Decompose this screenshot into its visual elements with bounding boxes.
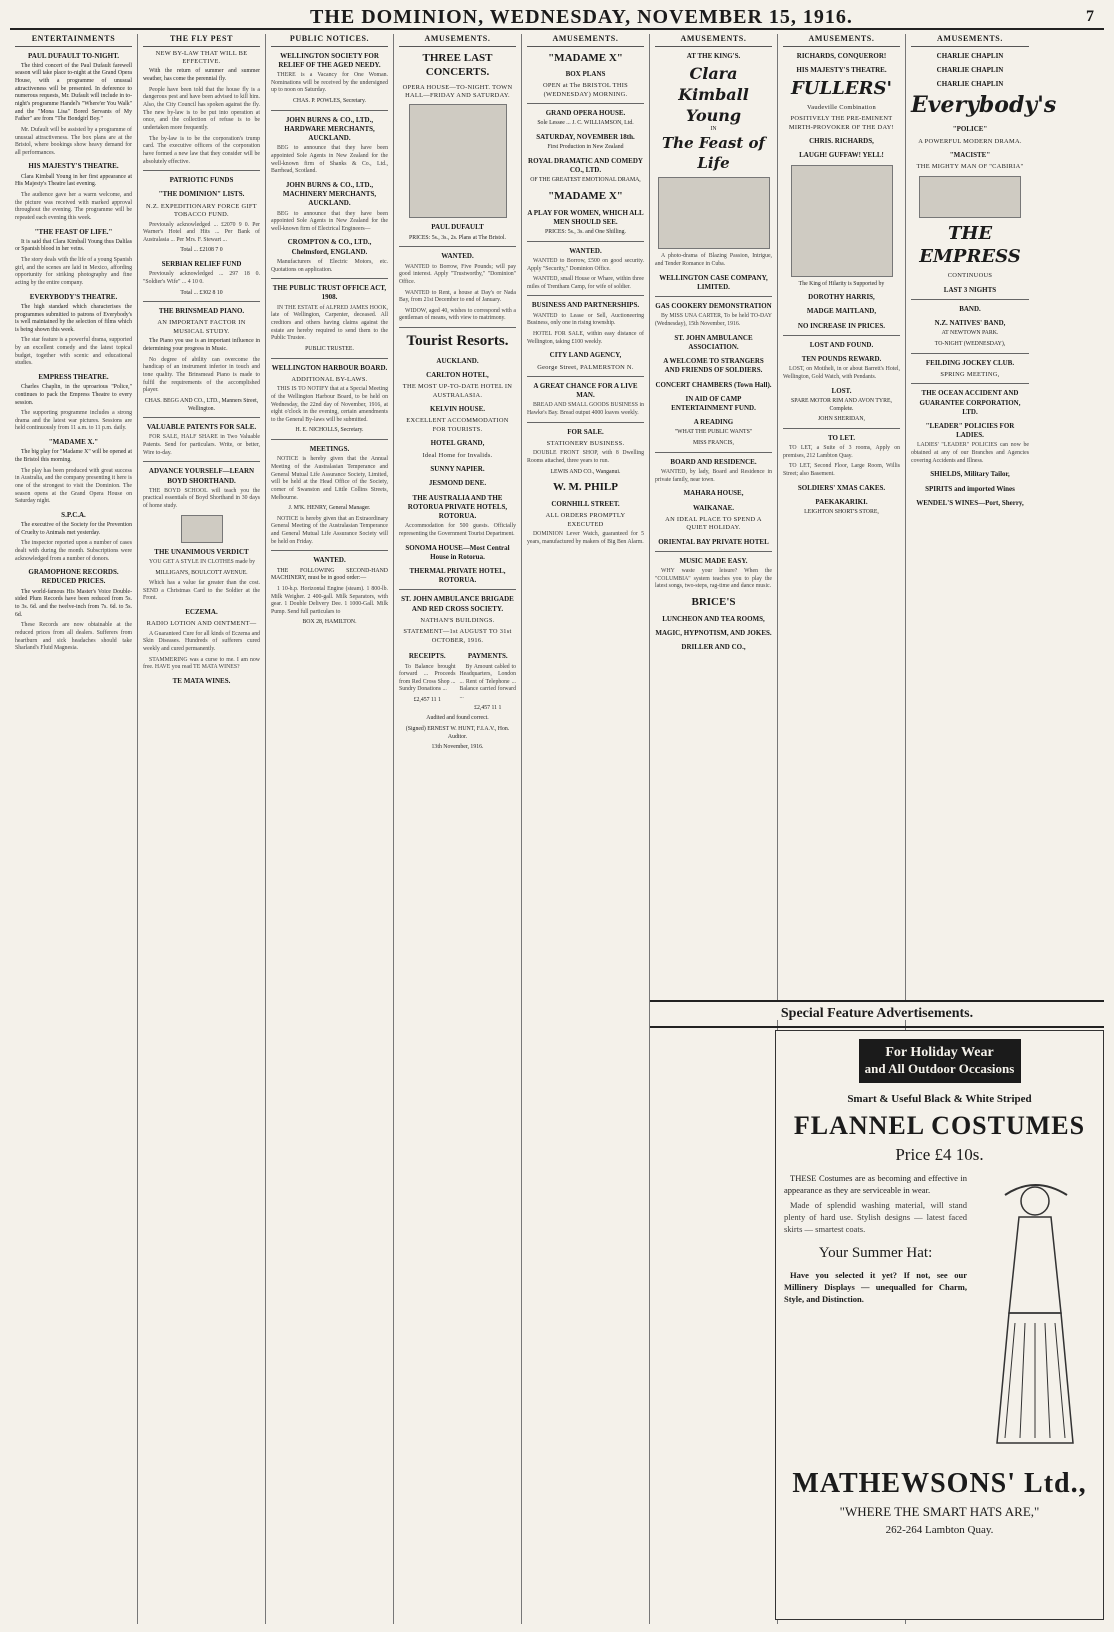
merchant-address: CORNHILL STREET. bbox=[551, 499, 620, 508]
page-number: 7 bbox=[1086, 8, 1094, 25]
section-heading: FOR SALE. bbox=[567, 427, 604, 436]
band-venue: AT NEWTOWN PARK. bbox=[941, 330, 999, 337]
statement-subhead: NATHAN'S BUILDINGS. bbox=[420, 616, 495, 624]
notice-subhead: ADDITIONAL BY-LAWS. bbox=[291, 375, 368, 383]
star-name: CHARLIE CHAPLIN bbox=[936, 80, 1004, 89]
column-amusements-4: AMUSEMENTS. RICHARDS, CONQUEROR! HIS MAJESTY'S THEATRE. FULLERS' Vaudeville Combination POSITIVELY THE PRE-EMINENT MIRTH-PROVOKER OF THE DAY! CHRIS. RICHARDS, LAUGH! GUFFAW! YELL! The King of Hilarity is Supported by DOROTHY HARRIS, MADGE MAITLAND, NO INCREASE IN PRICES. LOST AND FOUND. TEN POUNDS REWARD. LOST, on Motiheli, in or about Barrett's Hotel, Wellington, Gold Watch, with Pendants. LOST. SPARE MOTOR RIM AND AVON TYRE, Complete. JOHN SHERIDAN, TO LET. TO LET, a Suite of 3 rooms, Apply on premises, 212 Lambton Quay. TO LET, Second Floor, Large Room, Willis Street; also Basement. SOLDIERS' XMAS CAKES. PAEKAKARIKI. LEIGHTON SHORT'S STORE, bbox=[778, 34, 906, 1624]
section-heading: BOARD AND RESIDENCE. bbox=[670, 457, 757, 466]
headline: RICHARDS, CONQUEROR! bbox=[796, 51, 887, 60]
notice-heading: ST. JOHN AMBULANCE ASSOCIATION. bbox=[674, 333, 753, 351]
empress-logo: THE EMPRESS bbox=[919, 222, 1021, 268]
statement-period: STATEMENT—1st AUGUST TO 31st OCTOBER, 1916. bbox=[403, 628, 512, 644]
hotel-name: SONOMA HOUSE—Most Central House in Rotorua. bbox=[405, 543, 510, 561]
outdoor-text: and All Outdoor Occasions bbox=[864, 1061, 1015, 1076]
list-total: Total ... £2108 7 0 bbox=[180, 247, 223, 254]
notice-heading: WELLINGTON HARBOUR BOARD. bbox=[271, 363, 388, 372]
list-total: Total ... £302 8 10 bbox=[180, 289, 223, 296]
performer-name: DOROTHY HARRIS, bbox=[808, 293, 875, 302]
agent-name: LEWIS AND CO., Wanganui. bbox=[550, 468, 621, 475]
ad-heading: THE UNANIMOUS VERDICT bbox=[154, 547, 249, 556]
article-text: The world-famous His Master's Voice Double-sided Plum Records have been reduced from 5s. to 3s. 6d. and the twelve-inch from 7s. 6d. to 5s. 6d. bbox=[15, 588, 132, 618]
hotel-name: JESMOND DENE. bbox=[428, 479, 487, 488]
hotel-name: CARLTON HOTEL, bbox=[426, 371, 489, 380]
opportunity-heading: A GREAT CHANCE FOR A LIVE MAN. bbox=[533, 381, 638, 400]
ad-heading: MUSIC MADE EASY. bbox=[679, 556, 748, 565]
company-name: ROYAL DRAMATIC AND COMEDY CO., LTD. bbox=[528, 156, 643, 175]
ad-heading: THE BRINSMEAD PIANO. bbox=[158, 307, 245, 316]
mathewsons-address: 262-264 Lambton Quay. bbox=[885, 1524, 994, 1536]
hotel-name: ORIENTAL BAY PRIVATE HOTEL bbox=[658, 537, 769, 546]
support-text: The King of Hilarity is Supported by bbox=[798, 280, 885, 287]
article-text: With the return of summer and summer weather, has come the perennial fly. bbox=[143, 68, 260, 83]
column-amusements-3: AMUSEMENTS. AT THE KING'S. Clara Kimball Young IN The Feast of Life A photo-drama of Blazing Passion, Intrigue, and Tender Romance in Cuba. WELLINGTON CASE COMPANY, LIMITED. GAS COOKERY DEMONSTRATION By MISS UNA CARTER, To be held TO-DAY (Wednesday), 15th November, 1916. ST. JOHN AMBULANCE ASSOCIATION. A WELCOME TO STRANGERS AND FRIENDS OF SOLDIERS. CONCERT CHAMBERS (Town Hall). IN AID OF CAMP ENTERTAINMENT FUND. A READING "WHAT THE PUBLIC WANTS" MISS FRANCIS, BOARD AND RESIDENCE. WANTED, by lady, Board and Residence in private family, near town. MAHARA HOUSE, WAIKANAE. AN IDEAL PLACE TO SPEND A QUIET HOLIDAY. ORIENTAL BAY PRIVATE HOTEL MUSIC MADE EASY. WHY waste your leisure? When the "COLUMBIA" system teaches you to play the latest songs, two-steps, rag-time and dance music. BRICE'S LUNCHEON AND TEA ROOMS, MAGIC, HYPNOTISM, AND JOKES. DRILLER AND CO., bbox=[650, 34, 778, 1624]
shop-subhead: LUNCHEON AND TEA ROOMS, bbox=[662, 614, 765, 623]
article-text: The third concert of the Paul Dufault farewell season will take place to-night at the Grand Opera House, with a programme of unusual attractiveness will be presented. In deference to numerous requests, Mr. Dufault will include in to-night's programme Handel's "Where'er You Walk" and the "Mona Lisa" Bored Servants of My Father" are from "The Bondgirl Boy." bbox=[15, 62, 132, 123]
article-heading: S.P.C.A. bbox=[61, 510, 86, 519]
statement-table: RECEIPTS. To Balance brought forward ... Proceeds from Red Cross Shop ... Sundry Donations ... £2,457 11 1 PAYMENTS. By Amount cabled to Headquarters, London ... Rent of Telephone ... Balance carried forward ... £2,457 11 1 bbox=[399, 652, 516, 711]
ad-heading: ECZEMA. bbox=[185, 608, 218, 617]
hotel-subhead: Ideal Home for Invalids. bbox=[422, 451, 493, 459]
venue-heading: CONCERT CHAMBERS (Town Hall). bbox=[655, 380, 772, 389]
masthead-title: THE DOMINION, WEDNESDAY, NOVEMBER 15, 1916. bbox=[310, 5, 853, 28]
section-heading: BAND. bbox=[959, 304, 981, 313]
article-heading: EVERYBODY'S THEATRE. bbox=[29, 292, 118, 301]
portrait-illustration bbox=[409, 104, 507, 218]
column-header: THE FLY PEST bbox=[143, 34, 260, 47]
ad-signature: CHAS. BEGG AND CO., LTD., Manners Street, Wellington. bbox=[144, 397, 259, 412]
ad-heading: VALUABLE PATENTS FOR SALE. bbox=[146, 423, 257, 432]
last-nights: LAST 3 NIGHTS bbox=[943, 285, 997, 294]
column-entertainments: ENTERTAINMENTS PAUL DUFAULT TO-NIGHT. The third concert of the Paul Dufault farewell season will take place to-night at the Grand Opera House, with a programme of unusual attractiveness will be presented. In deference to numerous requests, Mr. Dufault will include in to-night's programme Handel's "Where'er You Walk" and the "Mona Lisa" Bored Servants of My Father" are from "The Bondgirl Boy." Mr. Dufault will be assisted by a programme of unusual attractiveness. The box plans are at the Bristol, where bookings show heavy demand for all performances. HIS MAJESTY'S THEATRE. Clara Kimball Young in her first appearance at His Majesty's Theatre last evening. The audience gave her a warm welcome, and the picture was received with marked approval throughout the evening. The programme will be repeated each evening this week. "THE FEAST OF LIFE." It is said that Clara Kimball Young thus Dalilas or Spanish blood in her veins. The story deals with the life of a young Spanish girl, and the scenes are laid in Mexico, affording opportunity for striking photography and fine acting by the entire company. EVERYBODY'S THEATRE. The high standard which characterises the programmes submitted to patrons of Everybody's is well maintained by the selection of films which is being shown this week. The star feature is a powerful drama, supported by an excellent comedy and the latest topical budget, together with scenic and educational studies. EMPRESS THEATRE. Charles Chaplin, in the uproarious "Police," continues to pack the Empress Theatre to every session. The supporting programme includes a strong drama and the latest war pictures. Sessions are held continuously from 11 a.m. to 11 p.m. daily. "MADAME X." The big play for "Madame X" will be opened at the Bristol this morning. The play has been produced with great success in Australia, and the company presenting it here is one of the strongest to visit the Dominion. The season opens at the Grand Opera House on Saturday night. S.P.C.A. The executive of the Society for the Prevention of Cruelty to Animals met yesterday. The inspector reported upon a number of cases dealt with during the month. Subscriptions were acknowledged from a number of donors. GRAMOPHONE RECORDS. REDUCED PRICES. The world-famous His Master's Voice Double-sided Plum Records have been reduced from 5s. to 3s. 6d. and the twelve-inch from 7s. 6d. to 5s. 6d. These Records are now obtainable at the reduced prices from all dealers. Sufferers from heartburn and sick headaches should take Sharland's Fluid Magnesia. bbox=[10, 34, 138, 1624]
continuous-text: CONTINUOUS bbox=[947, 272, 993, 280]
costume-description: THESE Costumes are as becoming and effective in appearance as they are serviceable in wear. bbox=[784, 1173, 967, 1195]
article-subhead: NEW BY-LAW THAT WILL BE EFFECTIVE. bbox=[155, 49, 248, 65]
list-subhead: N.Z. EXPEDITIONARY FORCE GIFT TOBACCO FUND. bbox=[146, 202, 257, 219]
column-header: AMUSEMENTS. bbox=[655, 34, 772, 47]
band-time: TO-NIGHT (WEDNESDAY), bbox=[934, 340, 1006, 347]
concert-heading: THREE LAST CONCERTS. bbox=[422, 51, 493, 79]
article-text: Charles Chaplin, in the uproarious "Police," continues to pack the Empress Theatre to every session. bbox=[15, 384, 132, 406]
ad-text: MILLIGAN'S, BOULCOTT AVENUE. bbox=[155, 569, 248, 576]
reward-heading: TEN POUNDS REWARD. bbox=[801, 355, 882, 364]
section-heading: WANTED. bbox=[569, 246, 602, 255]
theatre-name: HIS MAJESTY'S THEATRE. bbox=[796, 65, 887, 74]
article-heading: PAUL DUFAULT TO-NIGHT. bbox=[28, 51, 119, 60]
ad-subhead: RADIO LOTION AND OINTMENT— bbox=[146, 620, 257, 628]
section-heading: TO LET. bbox=[828, 433, 855, 442]
masthead bbox=[10, 6, 1104, 30]
policy-heading: "LEADER" POLICIES FOR LADIES. bbox=[925, 421, 1015, 440]
film-title: The Feast of Life bbox=[662, 133, 765, 172]
portrait-caption: PAUL DUFAULT bbox=[431, 223, 484, 232]
special-feature-heading: Special Feature Advertisements. bbox=[650, 1000, 1104, 1028]
reading-heading: A READING bbox=[693, 418, 734, 427]
play-title: "MADAME X" bbox=[548, 51, 623, 64]
ad-heading: MAGIC, HYPNOTISM, AND JOKES. bbox=[655, 628, 772, 637]
ad-heading: DRILLER AND CO., bbox=[681, 643, 746, 652]
summer-hat-heading: Your Summer Hat: bbox=[818, 1245, 933, 1262]
column-amusements-5: AMUSEMENTS. CHARLIE CHAPLIN CHARLIE CHAPLIN CHARLIE CHAPLIN Everybody's "POLICE" A POWERFUL MODERN DRAMA. "MACISTE" THE MIGHTY MAN OF "CABIRIA" THE EMPRESS CONTINUOUS LAST 3 NIGHTS BAND. N.Z. NATIVES' BAND, AT NEWTOWN PARK. TO-NIGHT (WEDNESDAY), FEILDING JOCKEY CLUB. SPRING MEETING, THE OCEAN ACCIDENT AND GUARANTEE CORPORATION, LTD. "LEADER" POLICIES FOR LADIES. LADIES' "LEADER" POLICIES can now be obtained at any of our Branches and Agencies covering Accidents and Illness. SHIELDS, Military Tailor, SPIRITS and imported Wines WENDEL'S WINES—Port, Sherry, bbox=[911, 34, 1057, 507]
house-name: MAHARA HOUSE, bbox=[683, 489, 744, 498]
audited-text: Audited and found correct. bbox=[426, 715, 489, 722]
statement-heading: ST. JOHN AMBULANCE BRIGADE AND RED CROSS SOCIETY. bbox=[401, 595, 514, 613]
column-header: AMUSEMENTS. bbox=[911, 34, 1029, 47]
section-heading: WANTED. bbox=[313, 556, 346, 565]
spirits-heading: SPIRITS and imported Wines bbox=[925, 484, 1015, 493]
prices-text: PRICES: 5s., 3s., 2s. Plans at The Bristol. bbox=[408, 234, 506, 241]
article-text: The big play for "Madame X" will be opened at the Bristol this morning. bbox=[15, 449, 132, 463]
notice-heading: GAS COOKERY DEMONSTRATION bbox=[655, 302, 772, 311]
fullers-logo: FULLERS' bbox=[791, 78, 892, 100]
hotel-name: HOTEL GRAND, bbox=[430, 439, 485, 448]
performer-illustration bbox=[791, 165, 893, 277]
in-text: IN bbox=[710, 126, 717, 133]
tagline: POSITIVELY THE PRE-EMINENT MIRTH-PROVOKER OF THE DAY! bbox=[788, 115, 895, 131]
teacher-name: MISS FRANCIS, bbox=[693, 440, 734, 447]
mighty-text: THE MIGHTY MAN OF "CABIRIA" bbox=[916, 163, 1024, 171]
receipts-heading: RECEIPTS. bbox=[408, 652, 446, 661]
hotel-name: THERMAL PRIVATE HOTEL, ROTORUA. bbox=[409, 567, 506, 585]
meeting-name: SPRING MEETING, bbox=[940, 370, 1000, 378]
band-name: N.Z. NATIVES' BAND, bbox=[934, 319, 1006, 328]
hotel-subhead: EXCELLENT ACCOMMODATION FOR TOURISTS. bbox=[406, 417, 509, 433]
article-heading: GRAMOPHONE RECORDS. REDUCED PRICES. bbox=[28, 568, 119, 586]
notice-heading: THE PUBLIC TRUST OFFICE ACT, 1908. bbox=[272, 284, 387, 302]
shop-name: BRICE'S bbox=[691, 596, 736, 609]
prices-text: PRICES: 5s., 3s. and One Shilling. bbox=[544, 229, 626, 236]
film-title: "MACISTE" bbox=[949, 150, 991, 159]
mathewsons-slogan: "WHERE THE SMART HATS ARE," bbox=[839, 1504, 1040, 1519]
notice-signature: BOX 28, HAMILTON. bbox=[302, 619, 357, 626]
column-amusements-1: AMUSEMENTS. THREE LAST CONCERTS. OPERA HOUSE—TO-NIGHT. TOWN HALL—FRIDAY AND SATURDAY. PAUL DUFAULT PRICES: 5s., 3s., 2s. Plans at The Bristol. WANTED. WANTED to Borrow, Five Pounds; will pay good interest. Apply "Trustworthy," "Dominion" Office. WANTED to Rent, a house at Day's or Nada Bay, from 21st December to end of January. WIDOW, aged 40, wishes to correspond with a gentleman of means, with view to matrimony. Tourist Resorts. AUCKLAND. CARLTON HOTEL, THE MOST UP-TO-DATE HOTEL IN AUSTRALASIA. KELVIN HOUSE. EXCELLENT ACCOMMODATION FOR TOURISTS. HOTEL GRAND, Ideal Home for Invalids. SUNNY NAPIER. JESMOND DENE. THE AUSTRALIA AND THE ROTORUA PRIVATE HOTELS, ROTORUA. Accommodation for 500 guests. Officially representing the Government Tourist Department. SONOMA HOUSE—Most Central House in Rotorua. THERMAL PRIVATE HOTEL, ROTORUA. ST. JOHN AMBULANCE BRIGADE AND RED CROSS SOCIETY. NATHAN'S BUILDINGS. STATEMENT—1st AUGUST TO 31st OCTOBER, 1916. RECEIPTS. To Balance brought forward ... Proceeds from Red Cross Shop ... Sundry Donations ... £2,457 11 1 PAYMENTS. By Amount cabled to Headquarters, London ... Rent of Telephone ... Balance carried forward ... £2,457 11 1 Audited and found correct. (Signed) ERNEST W. HUNT, F.I.A.V., Hon. Auditor. 13th November, 1916. bbox=[394, 34, 522, 1624]
article-text: The executive of the Society for the Prevention of Cruelty to Animals met yesterday. bbox=[15, 522, 132, 536]
notice-signature: PUBLIC TRUSTEE. bbox=[305, 345, 354, 352]
column-header: ENTERTAINMENTS bbox=[15, 34, 132, 47]
column-amusements-2: AMUSEMENTS. "MADAME X" BOX PLANS OPEN at The BRISTOL THIS (WEDNESDAY) MORNING. GRAND OPERA HOUSE. Sole Lessee ... J. C. WILLIAMSON, Ltd. SATURDAY, NOVEMBER 18th. First Production in New Zealand ROYAL DRAMATIC AND COMEDY CO., LTD. OF THE GREATEST EMOTIONAL DRAMA, "MADAME X" A PLAY FOR WOMEN, WHICH ALL MEN SHOULD SEE. PRICES: 5s., 3s. and One Shilling. WANTED. WANTED to Borrow, £500 on good security. Apply "Security," Dominion Office. WANTED, small House or Whare, within three miles of Trentham Camp, for wife of soldier. BUSINESS AND PARTNERSHIPS. WANTED to Lease or Sell, Auctioneering Business, only one in rising township. HOTEL FOR SALE, within easy distance of Wellington, taking £100 weekly. CITY LAND AGENCY, George Street, PALMERSTON N. A GREAT CHANCE FOR A LIVE MAN. BREAD AND SMALL GOODS BUSINESS in Hawke's Bay. Bread output 4000 loaves weekly. FOR SALE. STATIONERY BUSINESS. DOUBLE FRONT SHOP, with 8 Dwelling Rooms attached, three years to run. LEWIS AND CO., Wanganui. W. M. PHILP CORNHILL STREET. ALL ORDERS PROMPTLY EXECUTED DOMINION Lever Watch, guaranteed for 5 years, manufactured by makers of Big Ben Alarm. bbox=[522, 34, 650, 1624]
article-text: The high standard which characterises the programmes submitted to patrons of Everybody's is well maintained by the selection of films which is being shown this week. bbox=[15, 303, 132, 333]
summer-hat-text: Have you selected it yet? If not, see our Millinery Displays — unequalled for Charm, Style, and Distinction. bbox=[784, 1270, 967, 1305]
date-heading: SATURDAY, NOVEMBER 18th. bbox=[536, 133, 635, 142]
section-heading: WANTED. bbox=[441, 252, 474, 261]
hotel-subhead: THE MOST UP-TO-DATE HOTEL IN AUSTRALASIA. bbox=[402, 383, 513, 399]
payments-total: £2,457 11 1 bbox=[474, 704, 502, 711]
laugh-text: LAUGH! GUFFAW! YELL! bbox=[799, 151, 884, 160]
performer-name: MADGE MAITLAND, bbox=[806, 307, 877, 316]
notice-heading: SOLDIERS' XMAS CAKES. bbox=[797, 483, 886, 492]
costumes-title: FLANNEL COSTUMES bbox=[793, 1111, 1086, 1140]
section-heading: Tourist Resorts. bbox=[406, 333, 509, 350]
performer-name: CHRIS. RICHARDS, bbox=[809, 137, 874, 146]
special-feature-band bbox=[650, 1000, 1104, 1020]
notice-text: THE FOLLOWING SECOND-HAND MACHINERY, must be in good order:— bbox=[271, 567, 388, 582]
smart-text: Smart & Useful Black & White Striped bbox=[847, 1093, 1032, 1105]
article-heading: EMPRESS THEATRE. bbox=[38, 372, 109, 381]
fund-heading: IN AID OF CAMP ENTERTAINMENT FUND. bbox=[671, 394, 756, 413]
notice-heading: WELLINGTON SOCIETY FOR RELIEF OF THE AGED NEEDY. bbox=[278, 51, 381, 69]
article-text: It is said that Clara Kimball Young thus Dalilas or Spanish blood in her veins. bbox=[15, 238, 132, 253]
mathewsons-name: MATHEWSONS' Ltd., bbox=[792, 1468, 1087, 1499]
prices-note: NO INCREASE IN PRICES. bbox=[797, 321, 886, 330]
play-tagline: A PLAY FOR WOMEN, WHICH ALL MEN SHOULD SEE. bbox=[527, 208, 644, 226]
wines-heading: WENDEL'S WINES—Port, Sherry, bbox=[916, 498, 1024, 507]
ad-heading: TE MATA WINES. bbox=[172, 677, 231, 686]
ad-heading: ADVANCE YOURSELF—LEARN BOYD SHORTHAND. bbox=[148, 467, 255, 485]
box-plans-subhead: OPEN at The BRISTOL THIS (WEDNESDAY) MORNING. bbox=[542, 82, 629, 98]
article-heading: HIS MAJESTY'S THEATRE. bbox=[28, 162, 119, 171]
ad-text: The Piano you use is an important influence in determining your progress in Music. bbox=[143, 338, 260, 353]
owner-name: JOHN SHERIDAN, bbox=[817, 416, 866, 423]
theatre-name: GRAND OPERA HOUSE. bbox=[545, 109, 626, 118]
merchant-orders: ALL ORDERS PROMPTLY EXECUTED bbox=[545, 512, 626, 528]
hotel-name: KELVIN HOUSE. bbox=[430, 405, 485, 414]
company-name: THE OCEAN ACCIDENT AND GUARANTEE CORPORATION, LTD. bbox=[919, 389, 1021, 416]
notice-signature: CHAS. P. POWLES, Secretary. bbox=[293, 97, 366, 104]
crest-illustration bbox=[181, 515, 223, 543]
everybodys-logo: Everybody's bbox=[911, 92, 1057, 119]
lost-item: SPARE MOTOR RIM AND AVON TYRE, Complete. bbox=[791, 397, 892, 412]
costume-body: THESE Costumes are as becoming and effective in appearance as they are serviceable in wear. Made of splendid washing material, will stand plenty of hard use. Stylish designs — latest faced skirts — smartest coats. Your Summer Hat: Have you selected it yet? If not, see our Millinery Displays — unequalled for Charm, Style, and Distinction. bbox=[784, 1173, 1095, 1458]
section-heading: MEETINGS. bbox=[309, 445, 350, 454]
column-fly-pest: THE FLY PEST NEW BY-LAW THAT WILL BE EFFECTIVE. With the return of summer and summer weather, has come the perennial fly. People have been told that the house fly is a dangerous pest and have been advised to kill him. Also, the City Council has spoken against the fly. The new by-law is to be put into operation at once, and the collection of refuse is to be undertaken more frequently. The by-law is to be the corporation's trump card. The executive officers of the corporation have formed a new law that they consider will be absolutely effective. PATRIOTIC FUNDS "THE DOMINION" LISTS. N.Z. EXPEDITIONARY FORCE GIFT TOBACCO FUND. Previously acknowledged ... £2070 9 0. Per Warner's Hotel and Hits ... Per Bank of Australasia ... Per Mrs. F. Stewart ... Total ... £2108 7 0 SERBIAN RELIEF FUND Previously acknowledged ... 297 18 0. "Soldier's Wife" ... 4 10 0. Total ... £302 8 10 THE BRINSMEAD PIANO. AN IMPORTANT FACTOR IN MUSICAL STUDY. The Piano you use is an important influence in determining your progress in Music. No degree of ability can overcome the handicap of an instrument inferior in touch and tone quality. The Brinsmead Piano is made to fulfil the requirements of the accomplished player. CHAS. BEGG AND CO., LTD., Manners Street, Wellington. VALUABLE PATENTS FOR SALE. FOR SALE, HALF SHARE in Two Valuable Patents. Send for particulars. Write, or better, Wire to-day. ADVANCE YOURSELF—LEARN BOYD SHORTHAND. THE BOYD SCHOOL will teach you the practical essentials of Boyd Shorthand in 30 days of home study. THE UNANIMOUS VERDICT YOU GET A STYLE IN CLOTHES made by MILLIGAN'S, BOULCOTT AVENUE. Which has a value far greater than the cost. SEND a Christmas Card to the Soldier at the Front. ECZEMA. RADIO LOTION AND OINTMENT— A Guaranteed Cure for all kinds of Eczema and Skin Diseases. Hundreds of sufferers cured weekly and cured permanently. STAMMERING was a curse to me. I am now free. HAVE you read TE MATA WINES? TE MATA WINES. bbox=[138, 34, 266, 1624]
region-heading: AUCKLAND. bbox=[436, 356, 479, 365]
hotel-name: SUNNY NAPIER. bbox=[430, 465, 485, 474]
article-text: Clara Kimball Young in her first appearance at His Majesty's Theatre last evening. bbox=[15, 173, 132, 188]
notice-signature: H. E. NICHOLLS, Secretary. bbox=[295, 427, 364, 434]
vaudeville-text: Vaudeville Combination bbox=[807, 103, 876, 111]
star-name: CHARLIE CHAPLIN bbox=[936, 65, 1004, 74]
house-tagline: AN IDEAL PLACE TO SPEND A QUIET HOLIDAY. bbox=[665, 515, 762, 532]
notice-heading: A WELCOME TO STRANGERS AND FRIENDS OF SOLDIERS. bbox=[663, 357, 764, 375]
holiday-text: For Holiday Wear bbox=[885, 1045, 994, 1060]
article-heading: "MADAME X." bbox=[48, 438, 99, 447]
sale-subhead: STATIONERY BUSINESS. bbox=[546, 439, 625, 447]
first-production: First Production in New Zealand bbox=[547, 144, 624, 151]
costume-figure bbox=[975, 1173, 1095, 1458]
list-heading: SERBIAN RELIEF FUND bbox=[161, 260, 242, 269]
empress-logo-background bbox=[919, 176, 1021, 218]
house-location: WAIKANAE. bbox=[692, 503, 735, 512]
play-title-2: "MADAME X" bbox=[548, 190, 623, 203]
theatre-name: AT THE KING'S. bbox=[686, 51, 741, 60]
section-heading: LOST AND FOUND. bbox=[809, 340, 874, 349]
section-heading: BUSINESS AND PARTNERSHIPS. bbox=[531, 301, 640, 310]
play-name: "WHAT THE PUBLIC WANTS" bbox=[674, 429, 753, 436]
statement-date: 13th November, 1916. bbox=[431, 744, 484, 751]
article-heading: "THE FEAST OF LIFE." bbox=[34, 227, 113, 236]
notice-heading: CROMPTON & CO., LTD., Chelmsford, ENGLAND. bbox=[287, 238, 372, 256]
costume-price: Price £4 10s. bbox=[895, 1145, 984, 1164]
merchant-name: W. M. PHILP bbox=[553, 481, 618, 494]
payments-heading: PAYMENTS. bbox=[467, 652, 508, 661]
column-header: AMUSEMENTS. bbox=[399, 34, 516, 47]
holiday-box bbox=[859, 1039, 1021, 1083]
film-title: "POLICE" bbox=[952, 125, 988, 134]
club-name: FEILDING JOCKEY CLUB. bbox=[925, 358, 1015, 367]
store-name: LEIGHTON SHORT'S STORE, bbox=[804, 509, 879, 516]
star-name: CHARLIE CHAPLIN bbox=[936, 51, 1004, 60]
notice-heading: JOHN BURNS & CO., LTD., MACHINERY MERCHANTS, AUCKLAND. bbox=[282, 180, 377, 208]
woman-illustration bbox=[975, 1173, 1095, 1453]
column-header: AMUSEMENTS. bbox=[527, 34, 644, 47]
flannel-costumes-ad bbox=[775, 1030, 1104, 1620]
section-heading: PATRIOTIC FUNDS bbox=[169, 176, 234, 185]
concert-subhead: OPERA HOUSE—TO-NIGHT. TOWN HALL—FRIDAY AND SATURDAY. bbox=[402, 83, 513, 100]
lessee-text: Sole Lessee ... J. C. WILLIAMSON, Ltd. bbox=[537, 120, 634, 127]
notice-signature: J. M'K. HENRY, General Manager. bbox=[288, 505, 371, 512]
drama-text: A POWERFUL MODERN DRAMA. bbox=[918, 137, 1022, 145]
agency-name: CITY LAND AGENCY, bbox=[549, 351, 622, 360]
agency-address: George Street, PALMERSTON N. bbox=[537, 363, 634, 371]
column-header: AMUSEMENTS. bbox=[783, 34, 900, 47]
receipts-total: £2,457 11 1 bbox=[413, 697, 441, 704]
star-name: Clara Kimball Young bbox=[678, 63, 749, 125]
ad-subhead: AN IMPORTANT FACTOR IN MUSICAL STUDY. bbox=[157, 319, 246, 335]
greatest-text: OF THE GREATEST EMOTIONAL DRAMA, bbox=[530, 177, 641, 184]
lost-heading: LOST. bbox=[831, 386, 852, 395]
column-header: PUBLIC NOTICES. bbox=[271, 34, 388, 47]
tailor-name: SHIELDS, Military Tailor, bbox=[930, 470, 1010, 479]
box-plans-heading: BOX PLANS bbox=[565, 70, 606, 79]
list-heading: "THE DOMINION" LISTS. bbox=[158, 190, 245, 199]
company-name: WELLINGTON CASE COMPANY, LIMITED. bbox=[659, 273, 768, 291]
film-illustration bbox=[658, 177, 770, 249]
hotel-name: THE AUSTRALIA AND THE ROTORUA PRIVATE HOTELS, ROTORUA. bbox=[407, 493, 508, 521]
notice-heading: PAEKAKARIKI. bbox=[815, 497, 868, 506]
column-public-notices: PUBLIC NOTICES. WELLINGTON SOCIETY FOR RELIEF OF THE AGED NEEDY. THERE is a Vacancy for One Woman. Nominations will be received by the undersigned up to noon on Saturday. CHAS. P. POWLES, Secretary. JOHN BURNS & CO., LTD., HARDWARE MERCHANTS, AUCKLAND. BEG to announce that they have been appointed Sole Agents in New Zealand for the well-known firm of Shanks & Co., Ltd., Barrhead, Scotland. JOHN BURNS & CO., LTD., MACHINERY MERCHANTS, AUCKLAND. BEG to announce that they have been appointed Sole Agents in New Zealand for the well-known firm of Electrical Engineers— CROMPTON & CO., LTD., Chelmsford, ENGLAND. Manufacturers of Electric Motors, etc. Quotations on application. THE PUBLIC TRUST OFFICE ACT, 1908. IN THE ESTATE of ALFRED JAMES HOOK, late of Wellington, Carpenter, deceased. All creditors and others having claims against the estate are hereby required to send them to the Public Trustee. PUBLIC TRUSTEE. WELLINGTON HARBOUR BOARD. ADDITIONAL BY-LAWS. THIS IS TO NOTIFY that at a Special Meeting of the Wellington Harbour Board, to be held on Wednesday, the 22nd day of November, 1916, at eight o'clock in the evening, certain amendments to the General By-laws will be submitted. H. E. NICHOLLS, Secretary. MEETINGS. NOTICE is hereby given that the Annual Meeting of the Australasian Temperance and General Mutual Life Assurance Society, Limited, will be held at the Head Office of the Society, corner of Swanston and Little Collins Streets, Melbourne. J. M'K. HENRY, General Manager. NOTICE is hereby given that an Extraordinary General Meeting of the Australasian Temperance and General Mutual Life Assurance Society will be held on Friday. WANTED. THE FOLLOWING SECOND-HAND MACHINERY, must be in good order:— 1 10-h.p. Horizontal Engine (steam). 1 800-lb. Milk Weigher. 2 400-gall. Milk Separators, with gear. 1 Double Delivery Dee. 1 1000-Gall. Milk Pump. Send full particulars to BOX 28, HAMILTON. bbox=[266, 34, 394, 1624]
notice-heading: JOHN BURNS & CO., LTD., HARDWARE MERCHANTS, AUCKLAND. bbox=[284, 115, 375, 143]
auditor-signature: (Signed) ERNEST W. HUNT, F.I.A.V., Hon. Auditor. bbox=[405, 726, 510, 740]
